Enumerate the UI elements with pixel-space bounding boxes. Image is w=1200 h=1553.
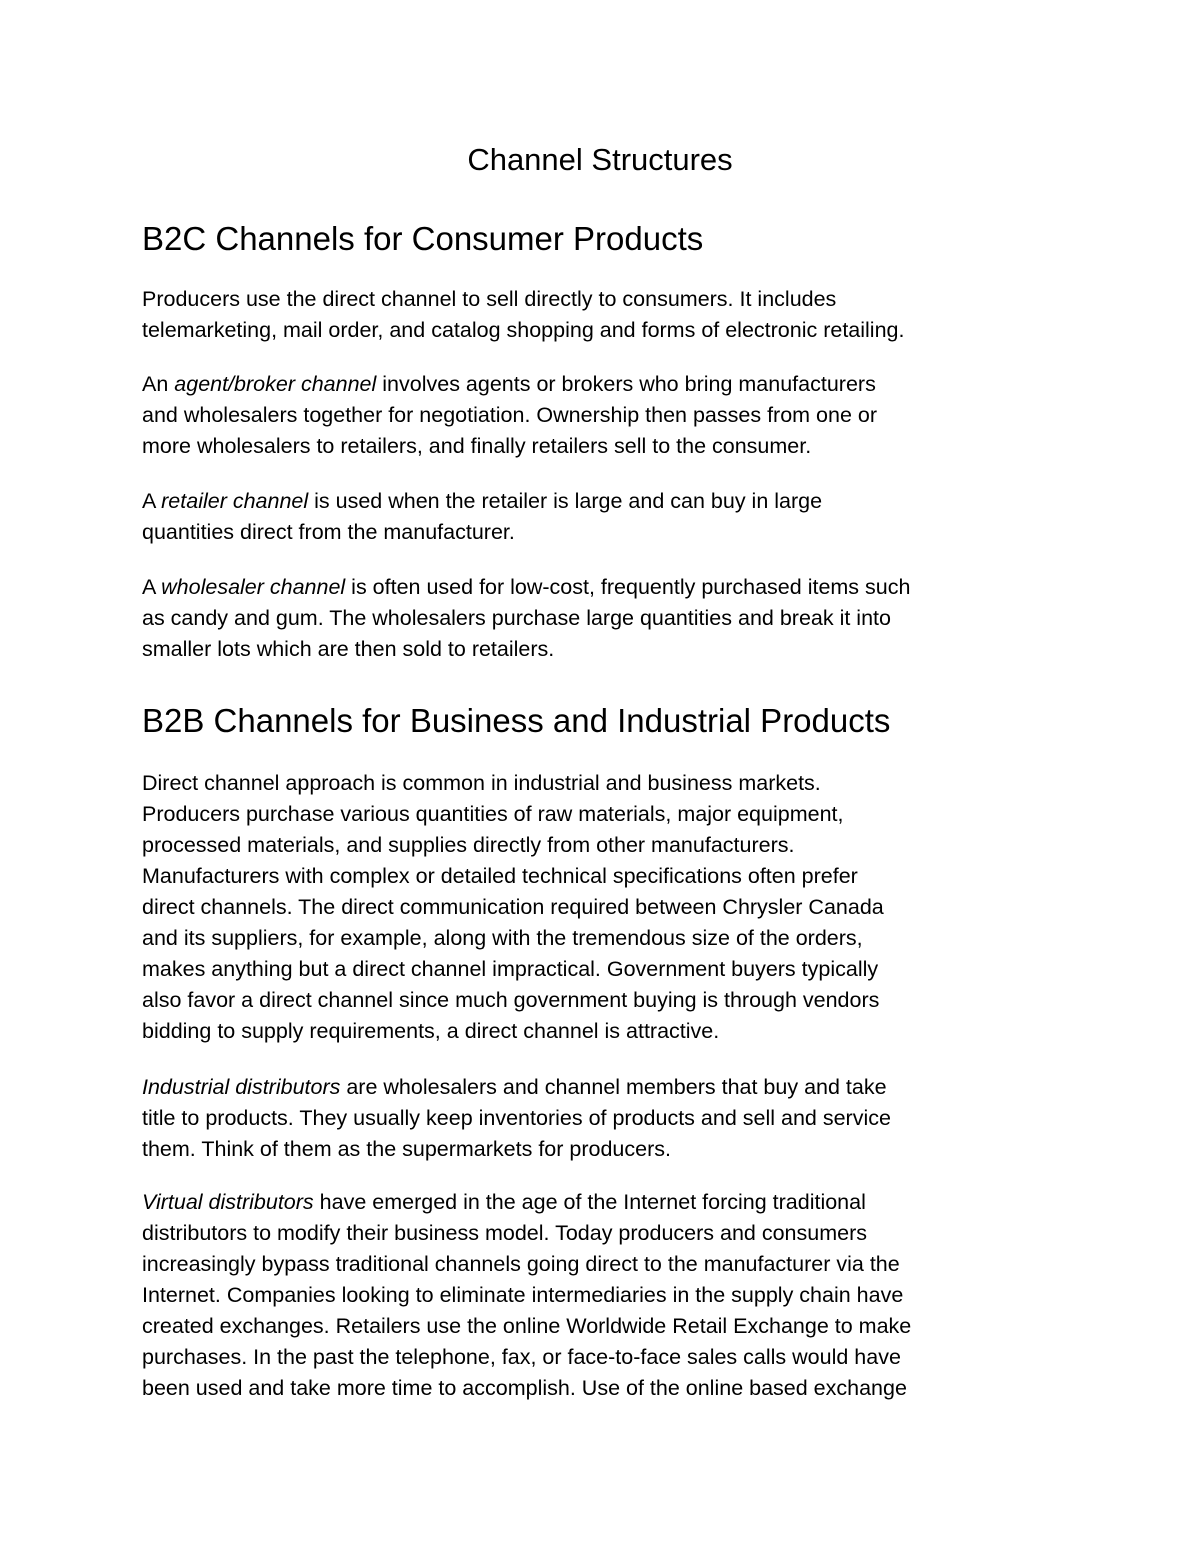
text-line: bidding to supply requirements, a direct channel is attractive. — [142, 1019, 720, 1043]
text-line: direct channels. The direct communication required between Chrysler Canada — [142, 895, 884, 919]
text-line — [142, 572, 1102, 603]
text-line: them. Think of them as the supermarkets for producers. — [142, 1137, 671, 1161]
text-line: and wholesalers together for negotiation. Ownership then passes from one or — [142, 403, 878, 427]
section-heading-b2c: B2C Channels for Consumer Products — [142, 220, 704, 257]
term-agent-broker-channel: agent/broker channel — [174, 372, 377, 396]
text-rest: have emerged in the age of the Internet forcing traditional — [313, 1190, 866, 1214]
text-rest: is often used for low-cost, frequently purchased items such — [345, 575, 911, 599]
text-line: been used and take more time to accomplish. Use of the online based exchange — [142, 1376, 907, 1400]
text-line: quantities direct from the manufacturer. — [142, 520, 515, 544]
paragraph-agent-broker-channel — [142, 369, 1102, 462]
text-line: Direct channel approach is common in industrial and business markets. — [142, 771, 821, 795]
paragraph-industrial-distributors — [142, 1072, 1102, 1165]
term-retailer-channel: retailer channel — [161, 489, 309, 513]
term-industrial-distributors: Industrial distributors — [142, 1075, 341, 1099]
paragraph-direct-channel-approach — [142, 768, 1102, 1047]
text-line: distributors to modify their business model. Today producers and consumers — [142, 1221, 867, 1245]
text-line: processed materials, and supplies directly from other manufacturers. — [142, 833, 795, 857]
text-line: Internet. Companies looking to eliminate intermediaries in the supply chain have — [142, 1283, 904, 1307]
text-line: telemarketing, mail order, and catalog shopping and forms of electronic retailing. — [142, 318, 905, 342]
text-rest: is used when the retailer is large and can buy in large — [308, 489, 823, 513]
text-lead: A — [142, 489, 162, 513]
text-line: as candy and gum. The wholesalers purchase large quantities and break it into — [142, 606, 891, 630]
text-rest: are wholesalers and channel members that buy and take — [340, 1075, 887, 1099]
paragraph-retailer-channel — [142, 486, 1102, 548]
term-wholesaler-channel: wholesaler channel — [161, 575, 346, 599]
text-line — [142, 486, 1102, 517]
text-line: more wholesalers to retailers, and finally retailers sell to the consumer. — [142, 434, 812, 458]
text-line: increasingly bypass traditional channels going direct to the manufacturer via the — [142, 1252, 900, 1276]
text-line: makes anything but a direct channel impractical. Government buyers typically — [142, 957, 879, 981]
text-line: Producers purchase various quantities of raw materials, major equipment, — [142, 802, 844, 826]
text-lead: A — [142, 575, 162, 599]
text-line: and its suppliers, for example, along with the tremendous size of the orders, — [142, 926, 863, 950]
text-line: also favor a direct channel since much government buying is through vendors — [142, 988, 880, 1012]
text-line: Producers use the direct channel to sell directly to consumers. It includes — [142, 287, 837, 311]
paragraph-direct-channel — [142, 284, 1102, 346]
text-line: purchases. In the past the telephone, fax, or face-to-face sales calls would have — [142, 1345, 901, 1369]
section-heading-b2b: B2B Channels for Business and Industrial Products — [142, 702, 891, 739]
text-line: created exchanges. Retailers use the online Worldwide Retail Exchange to make — [142, 1314, 912, 1338]
page-title: Channel Structures — [467, 142, 733, 177]
text-line: Manufacturers with complex or detailed technical specifications often prefer — [142, 864, 858, 888]
text-line: smaller lots which are then sold to retailers. — [142, 637, 555, 661]
text-line — [142, 1187, 1102, 1218]
paragraph-virtual-distributors — [142, 1187, 1102, 1404]
text-line: title to products. They usually keep inventories of products and sell and service — [142, 1106, 891, 1130]
term-virtual-distributors: Virtual distributors — [142, 1190, 314, 1214]
text-lead: An — [142, 372, 175, 396]
text-rest: involves agents or brokers who bring manufacturers — [376, 372, 876, 396]
paragraph-wholesaler-channel — [142, 572, 1102, 665]
text-line — [142, 369, 1102, 400]
text-line — [142, 1072, 1102, 1103]
